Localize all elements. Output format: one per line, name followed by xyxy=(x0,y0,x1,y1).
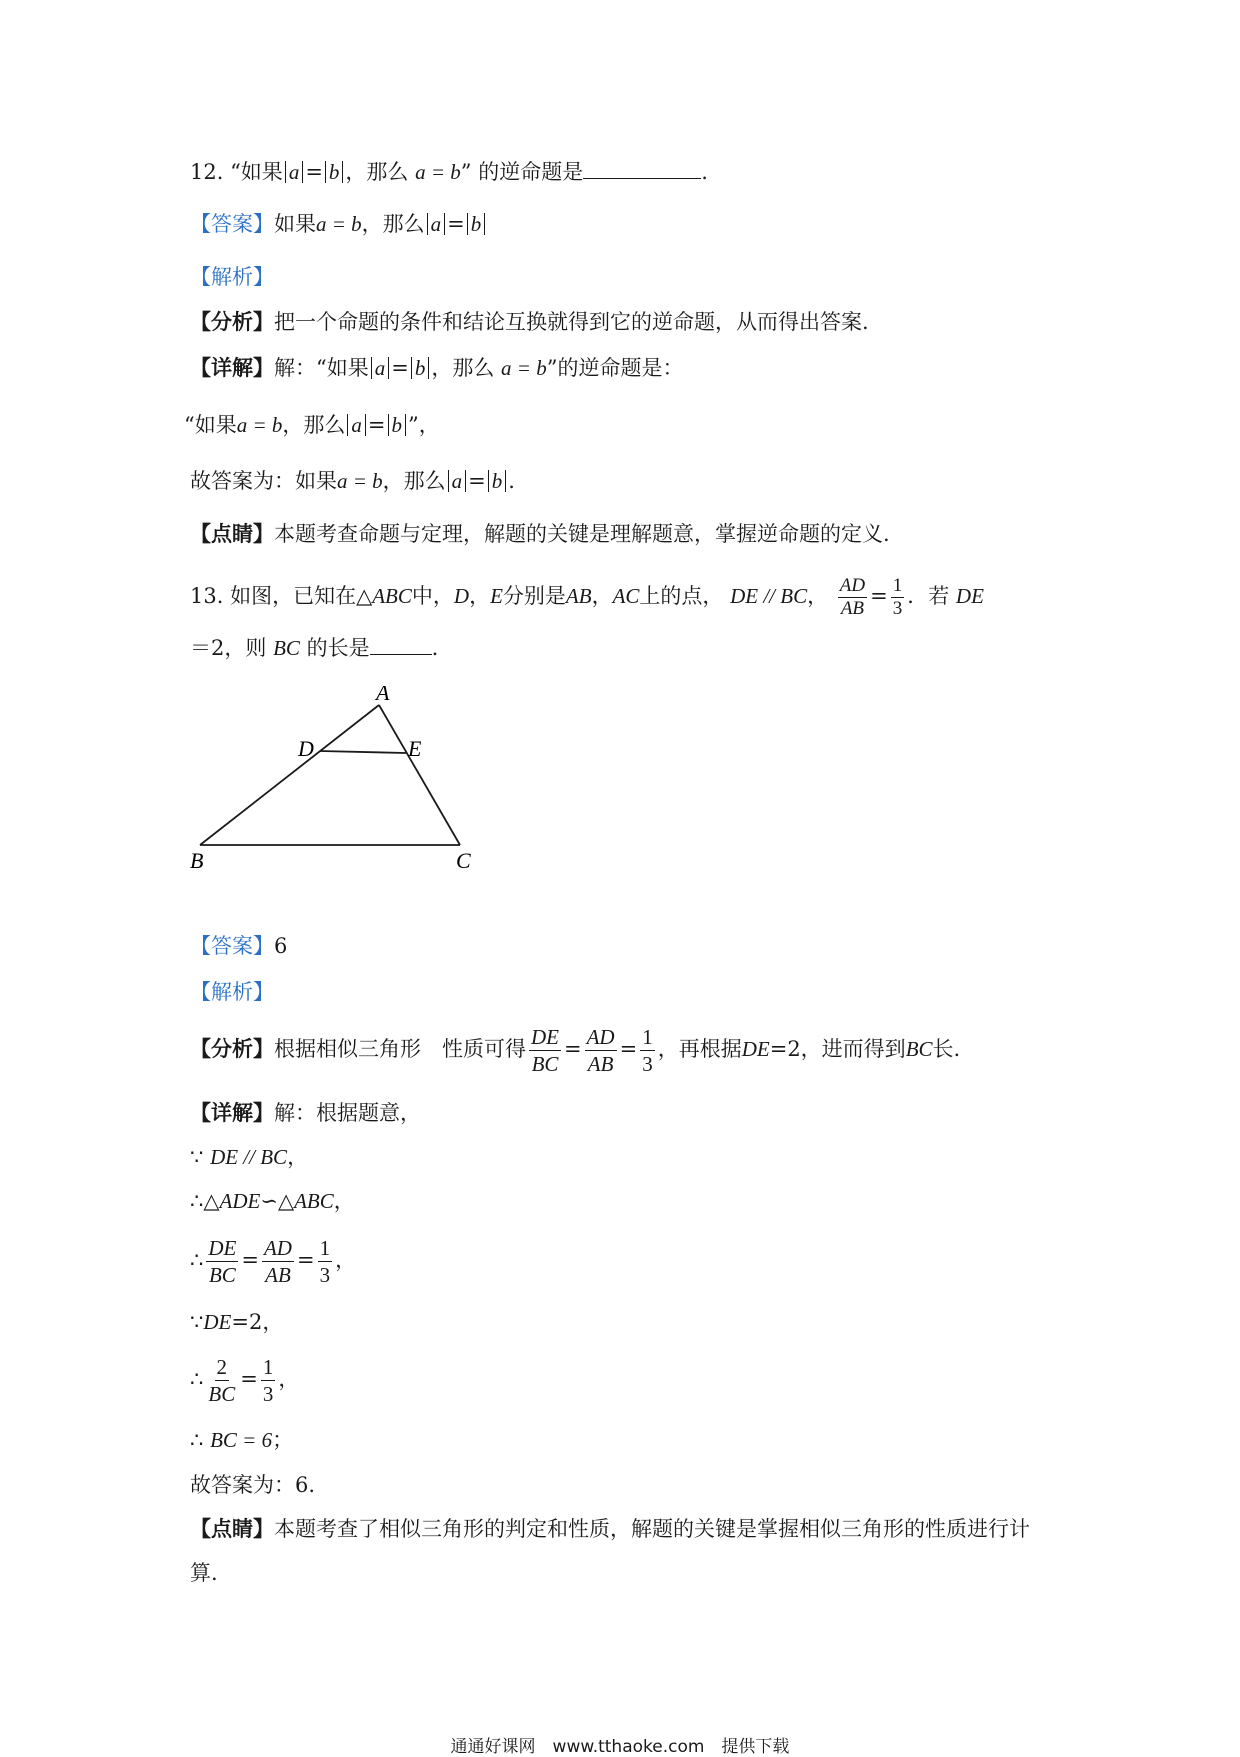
q12-line3: 故答案为：如果a = b，那么 a = b . xyxy=(190,469,515,493)
q12-stem: 12. “如果 a = b ，那么 a = b” 的逆命题是 . xyxy=(190,160,708,184)
step-ratio: ∴ $\frac{DE}{BC}$ = $\frac{AD}{AB}$ = $\frac{1}{3}$ ， xyxy=(190,1236,357,1287)
step-de-value: ∵DE=2， xyxy=(190,1310,284,1334)
fraction-2-bc: $\frac{2}{BC}$ xyxy=(208,1355,236,1406)
fraction-ad-ab: $\frac{AD}{AB}$ xyxy=(586,1025,615,1076)
side-ab xyxy=(200,705,379,845)
label-e: E xyxy=(408,736,422,761)
fraction-ad-ab: $\frac{AD}{AB}$ xyxy=(839,575,866,619)
answer-blank xyxy=(583,158,701,179)
q13-dianjing-line2: 算. xyxy=(190,1561,218,1585)
q13-answer: 【答案】6 xyxy=(190,934,288,958)
q13-dianjing: 【点睛】本题考查了相似三角形的判定和性质，解题的关键是掌握相似三角形的性质进行计 xyxy=(190,1516,1030,1541)
label-a: A xyxy=(376,686,390,705)
q13-stem-line1: 13. 如图，已知在△ABC中，D，E分别是AB，AC上的点， DE // BC， $\frac{AD}{AB}$ = $\frac{1}{3}$ ．若 DE xyxy=(190,575,984,619)
label-d: D xyxy=(298,736,314,761)
step-because-parallel: ∵ DE // BC， xyxy=(190,1145,309,1169)
answer-blank-13 xyxy=(370,634,432,655)
label-c: C xyxy=(456,848,471,873)
q12-dianjing: 【点睛】本题考查命题与定理，解题的关键是理解题意，掌握逆命题的定义. xyxy=(190,521,890,546)
step-similar: ∴△ADE∽△ABC， xyxy=(190,1189,355,1213)
fraction-ad-ab: $\frac{AD}{AB}$ xyxy=(263,1236,292,1287)
q12-line2: “如果a = b，那么 a = b ”， xyxy=(184,413,440,437)
segment-de xyxy=(320,751,406,753)
label-b: B xyxy=(190,848,204,873)
q12-jiexi: 【解析】 xyxy=(190,265,274,289)
q13-stem-line2: ＝2，则 BC 的长是 . xyxy=(190,636,439,660)
step-result: ∴ BC = 6； xyxy=(190,1428,294,1452)
step-substitute: ∴ $\frac{2}{BC}$ = $\frac{1}{3}$ ， xyxy=(190,1355,300,1406)
q13-jiexi: 【解析】 xyxy=(190,980,274,1004)
q12-answer: 【答案】如果a = b，那么 a = b xyxy=(190,210,487,238)
fraction-one-third: $\frac{1}{3}$ xyxy=(262,1355,274,1406)
q13-fenxi: 【分析】根据相似三角形 性质可得 $\frac{DE}{BC}$ = $\frac{AD}{AB}$ = $\frac{1}{3}$ ，再根据DE=2，进而得到BC长. xyxy=(190,1025,961,1076)
fraction-de-bc: $\frac{DE}{BC}$ xyxy=(531,1025,559,1076)
fraction-one-third: $\frac{1}{3}$ xyxy=(892,575,903,619)
triangle-figure xyxy=(186,686,486,876)
fraction-one-third: $\frac{1}{3}$ xyxy=(319,1236,331,1287)
q12-fenxi: 【分析】把一个命题的条件和结论互换就得到它的逆命题，从而得出答案. xyxy=(190,309,869,334)
q12-xiangjie: 【详解】解：“如果 a = b ，那么 a = b”的逆命题是： xyxy=(190,355,684,380)
q13-xiangjie: 【详解】解：根据题意， xyxy=(190,1100,421,1125)
fraction-one-third: $\frac{1}{3}$ xyxy=(642,1025,653,1076)
q13-conclusion: 故答案为：6. xyxy=(190,1473,316,1497)
footer-source: 通通好课网 www.tthaoke.com 提供下载 xyxy=(450,1737,790,1757)
side-ac xyxy=(379,705,460,845)
fraction-de-bc: $\frac{DE}{BC}$ xyxy=(208,1236,237,1287)
